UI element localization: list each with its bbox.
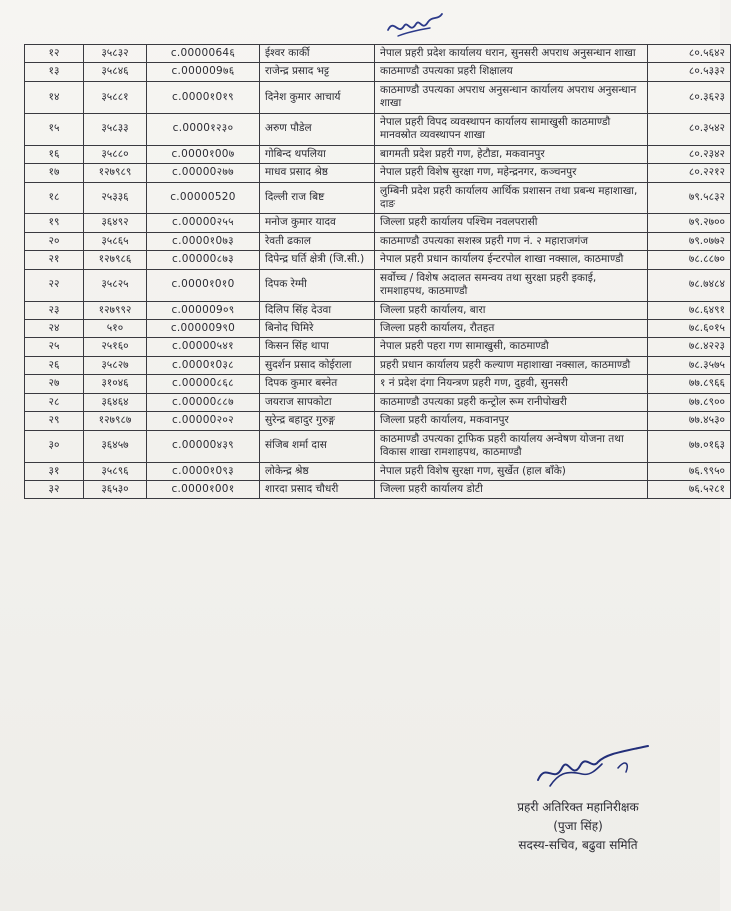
name-cell: ईश्वर कार्की (260, 45, 375, 63)
table-row (25, 462, 731, 480)
table-row (25, 45, 731, 63)
serial-number-cell: १५ (25, 113, 84, 145)
employee-id-cell: १२७९८७ (84, 412, 147, 430)
employee-id-cell: ३५८३३ (84, 113, 147, 145)
code-cell: c.0000१२३० (147, 113, 260, 145)
office-cell: जिल्ला प्रहरी कार्यालय, रौतहत (375, 320, 648, 338)
initials-signature (384, 10, 444, 44)
code-cell: c.0000१0१0 (147, 269, 260, 301)
code-cell: c.00000२७७ (147, 164, 260, 182)
name-cell: अरुण पौडेल (260, 113, 375, 145)
office-cell: नेपाल प्रहरी प्रधान कार्यालय ईन्टरपोल शाखा नक्साल, काठमाण्डौ (375, 251, 648, 269)
code-cell: c.0000१0१९ (147, 81, 260, 113)
serial-number-cell: २१ (25, 251, 84, 269)
name-cell: संजिब शर्मा दास (260, 430, 375, 462)
score-cell: ७९.०७७२ (648, 232, 731, 250)
name-cell: मनोज कुमार यादव (260, 214, 375, 232)
score-cell: ८०.२३४२ (648, 145, 731, 163)
table-body (25, 45, 731, 499)
employee-id-cell: ३५८८१ (84, 81, 147, 113)
score-cell: ७६.५२८१ (648, 480, 731, 498)
table-row (25, 232, 731, 250)
office-cell: नेपाल प्रहरी विशेष सुरक्षा गण, सुर्खेत (हाल बाँके) (375, 462, 648, 480)
office-cell: काठमाण्डौ उपत्यका प्रहरी कन्ट्रोल रूम रानीपोखरी (375, 393, 648, 411)
table-row (25, 113, 731, 145)
name-cell: शारदा प्रसाद चौधरी (260, 480, 375, 498)
serial-number-cell: २७ (25, 375, 84, 393)
name-cell: राजेन्द्र प्रसाद भट्ट (260, 63, 375, 81)
serial-number-cell: २२ (25, 269, 84, 301)
signature (498, 740, 658, 794)
table-row (25, 251, 731, 269)
serial-number-cell: ३० (25, 430, 84, 462)
serial-number-cell: २९ (25, 412, 84, 430)
employee-id-cell: ३६४६४ (84, 393, 147, 411)
table-row (25, 145, 731, 163)
score-cell: ७८.६०१५ (648, 320, 731, 338)
score-cell: ८०.२२१२ (648, 164, 731, 182)
code-cell: c.000009९0 (147, 320, 260, 338)
office-cell: बागमती प्रदेश प्रहरी गण, हेटौडा, मकवानपुर (375, 145, 648, 163)
serial-number-cell: ३२ (25, 480, 84, 498)
score-cell: ८०.५३३२ (648, 63, 731, 81)
office-cell: नेपाल प्रहरी पहरा गण सामाखुसी, काठमाण्डौ (375, 338, 648, 356)
employee-id-cell: ५१० (84, 320, 147, 338)
code-cell: c.00000५४१ (147, 338, 260, 356)
signatory-role: सदस्य-सचिव, बढुवा समिति (518, 838, 638, 852)
employee-id-cell: ३५८८० (84, 145, 147, 163)
serial-number-cell: २८ (25, 393, 84, 411)
employee-id-cell: २५१६० (84, 338, 147, 356)
employee-id-cell: २५३३६ (84, 182, 147, 214)
table-row (25, 182, 731, 214)
name-cell: बिनोद घिमिरे (260, 320, 375, 338)
employee-id-cell: ३५८२७ (84, 356, 147, 374)
name-cell: किसन सिंह थापा (260, 338, 375, 356)
table-row (25, 269, 731, 301)
signature-block (478, 740, 678, 855)
serial-number-cell: १८ (25, 182, 84, 214)
table-row (25, 164, 731, 182)
code-cell: c.00000८८७ (147, 393, 260, 411)
name-cell: दिपक रेग्मी (260, 269, 375, 301)
employee-id-cell: ३५८४६ (84, 63, 147, 81)
office-cell: १ नं प्रदेश दंगा नियन्त्रण प्रहरी गण, दुहवी, सुनसरी (375, 375, 648, 393)
code-cell: c.0000१00१ (147, 480, 260, 498)
table-row (25, 356, 731, 374)
promotion-list-table (24, 44, 731, 499)
score-cell: ७७.४५३० (648, 412, 731, 430)
score-cell: ७९.२७०० (648, 214, 731, 232)
employee-id-cell: ३५८३२ (84, 45, 147, 63)
name-cell: दिपक कुमार बस्नेत (260, 375, 375, 393)
employee-id-cell: ३५८६५ (84, 232, 147, 250)
score-cell: ७९.५८३२ (648, 182, 731, 214)
employee-id-cell: ३५८२५ (84, 269, 147, 301)
score-cell: ७६.९९५० (648, 462, 731, 480)
employee-id-cell: १२७९८६ (84, 251, 147, 269)
employee-id-cell: ३६४९२ (84, 214, 147, 232)
table-row (25, 480, 731, 498)
office-cell: जिल्ला प्रहरी कार्यालय पश्चिम नवलपरासी (375, 214, 648, 232)
score-cell: ७८.७४८४ (648, 269, 731, 301)
office-cell: काठमाण्डौ उपत्यका अपराध अनुसन्धान कार्यालय अपराध अनुसन्धान शाखा (375, 81, 648, 113)
signatory-name: (पुजा सिंह) (553, 819, 603, 833)
name-cell: गोबिन्द थपलिया (260, 145, 375, 163)
serial-number-cell: २० (25, 232, 84, 250)
office-cell: लुम्बिनी प्रदेश प्रहरी कार्यालय आर्थिक प्रशासन तथा प्रबन्ध महाशाखा, दाङ (375, 182, 648, 214)
table-row (25, 393, 731, 411)
signatory-title: प्रहरी अतिरिक्त महानिरीक्षक (517, 800, 639, 814)
name-cell: सुदर्शन प्रसाद कोईराला (260, 356, 375, 374)
score-cell: ८०.५६४२ (648, 45, 731, 63)
office-cell: जिल्ला प्रहरी कार्यालय, मकवानपुर (375, 412, 648, 430)
score-cell: ७७.०१६३ (648, 430, 731, 462)
table-row (25, 214, 731, 232)
serial-number-cell: २३ (25, 301, 84, 319)
score-cell: ७८.३५७५ (648, 356, 731, 374)
office-cell: जिल्ला प्रहरी कार्यालय, बारा (375, 301, 648, 319)
employee-id-cell: १२७९८९ (84, 164, 147, 182)
code-cell: c.0000१0७३ (147, 232, 260, 250)
code-cell: c.00000520 (147, 182, 260, 214)
score-cell: ८०.३६२३ (648, 81, 731, 113)
score-cell: ७८.४२२३ (648, 338, 731, 356)
office-cell: जिल्ला प्रहरी कार्यालय डोटी (375, 480, 648, 498)
table-row (25, 430, 731, 462)
office-cell: नेपाल प्रहरी विपद व्यवस्थापन कार्यालय सामाखुसी काठमाण्डौ मानवस्रोत व्यवस्थापन शाखा (375, 113, 648, 145)
name-cell: दिपेन्द्र घर्ति क्षेत्री (जि.सी.) (260, 251, 375, 269)
employee-id-cell: १२७९९२ (84, 301, 147, 319)
table-row (25, 375, 731, 393)
name-cell: माधव प्रसाद श्रेष्ठ (260, 164, 375, 182)
serial-number-cell: १२ (25, 45, 84, 63)
code-cell: c.0000064६ (147, 45, 260, 63)
employee-id-cell: ३६५३० (84, 480, 147, 498)
office-cell: नेपाल प्रहरी प्रदेश कार्यालय धरान, सुनसरी अपराध अनुसन्धान शाखा (375, 45, 648, 63)
name-cell: दिल्ली राज बिष्ट (260, 182, 375, 214)
name-cell: सुरेन्द्र बहादुर गुरुङ्ग (260, 412, 375, 430)
serial-number-cell: २६ (25, 356, 84, 374)
employee-id-cell: ३१०४६ (84, 375, 147, 393)
code-cell: c.00000८६८ (147, 375, 260, 393)
serial-number-cell: १४ (25, 81, 84, 113)
office-cell: नेपाल प्रहरी विशेष सुरक्षा गण, महेन्द्रनगर, कञ्चनपुर (375, 164, 648, 182)
serial-number-cell: १३ (25, 63, 84, 81)
table-row (25, 81, 731, 113)
score-cell: ७७.८९०० (648, 393, 731, 411)
serial-number-cell: १७ (25, 164, 84, 182)
code-cell: c.0000१00७ (147, 145, 260, 163)
serial-number-cell: १६ (25, 145, 84, 163)
name-cell: लोकेन्द्र श्रेष्ठ (260, 462, 375, 480)
table-row (25, 301, 731, 319)
score-cell: ७७.८९६६ (648, 375, 731, 393)
name-cell: दिलिप सिंह देउवा (260, 301, 375, 319)
serial-number-cell: १९ (25, 214, 84, 232)
code-cell: c.0000१0९३ (147, 462, 260, 480)
office-cell: काठमाण्डौ उपत्यका ट्राफिक प्रहरी कार्यालय अन्वेषण योजना तथा विकास शाखा रामशाहपथ, काठमाण्डौ (375, 430, 648, 462)
office-cell: सर्वोच्च / विशेष अदालत समन्वय तथा सुरक्षा प्रहरी इकाई, रामशाहपथ, काठमाण्डौ (375, 269, 648, 301)
employee-id-cell: ३५८९६ (84, 462, 147, 480)
code-cell: c.00000४३९ (147, 430, 260, 462)
name-cell: रेवती ढकाल (260, 232, 375, 250)
name-cell: जयराज सापकोटा (260, 393, 375, 411)
code-cell: c.00000२०२ (147, 412, 260, 430)
code-cell: c.00000८७३ (147, 251, 260, 269)
code-cell: c.000009७६ (147, 63, 260, 81)
score-cell: ७८.६४९१ (648, 301, 731, 319)
serial-number-cell: ३१ (25, 462, 84, 480)
code-cell: c.000009०९ (147, 301, 260, 319)
office-cell: प्रहरी प्रधान कार्यालय प्रहरी कल्याण महाशाखा नक्साल, काठमाण्डौ (375, 356, 648, 374)
table-row (25, 63, 731, 81)
table-row (25, 320, 731, 338)
serial-number-cell: २४ (25, 320, 84, 338)
serial-number-cell: २५ (25, 338, 84, 356)
name-cell: दिनेश कुमार आचार्य (260, 81, 375, 113)
employee-id-cell: ३६४५७ (84, 430, 147, 462)
code-cell: c.0000१0३८ (147, 356, 260, 374)
table-row (25, 412, 731, 430)
table-row (25, 338, 731, 356)
score-cell: ८०.३५४२ (648, 113, 731, 145)
code-cell: c.00000२५५ (147, 214, 260, 232)
office-cell: काठमाण्डौ उपत्यका प्रहरी शिक्षालय (375, 63, 648, 81)
office-cell: काठमाण्डौ उपत्यका सशस्त्र प्रहरी गण नं. २ महाराजगंज (375, 232, 648, 250)
score-cell: ७८.८८७० (648, 251, 731, 269)
